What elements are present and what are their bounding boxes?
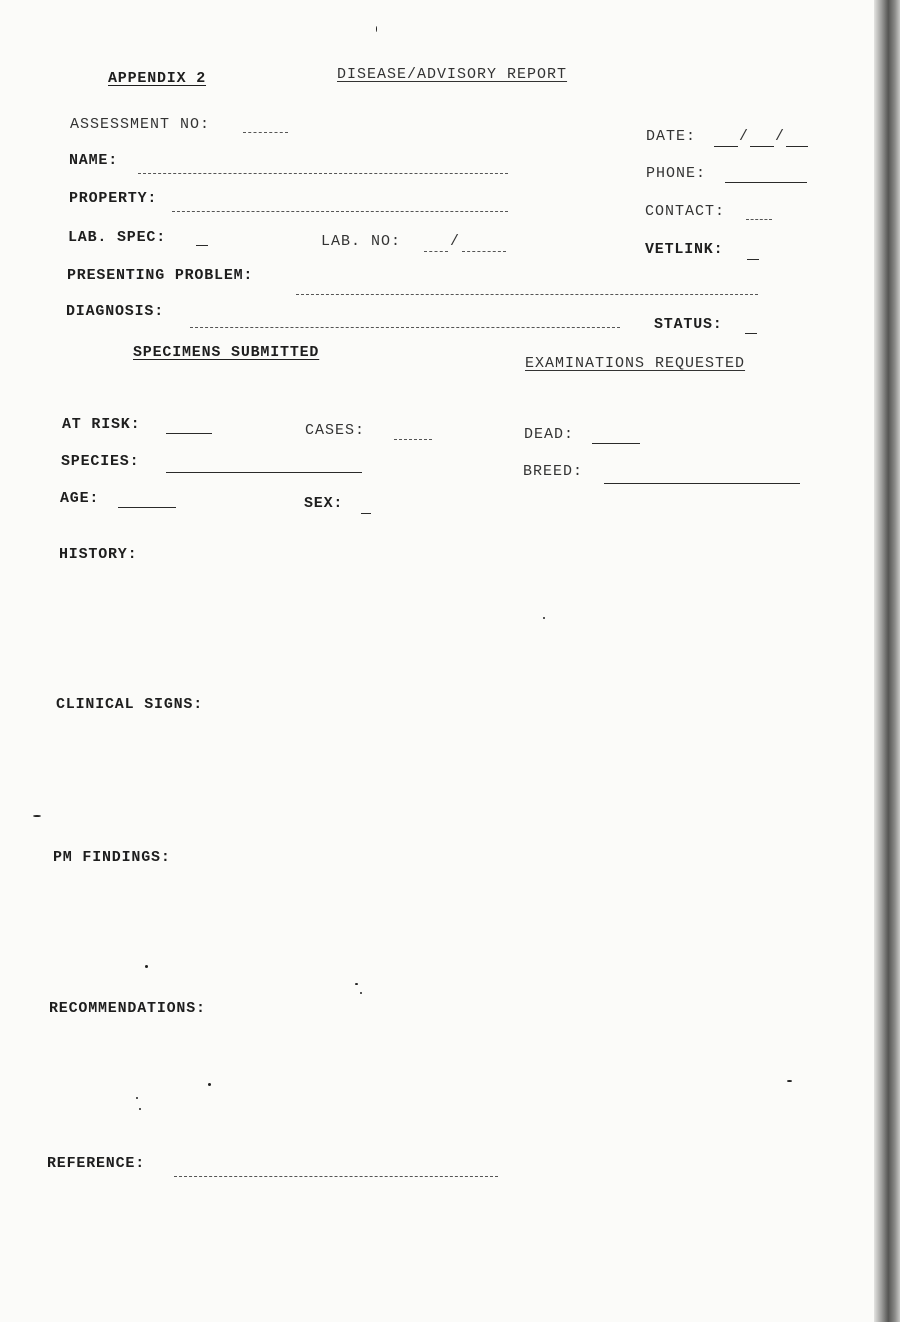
date-label: DATE: (646, 128, 697, 145)
scan-speck (136, 1097, 138, 1099)
history-label: HISTORY: (59, 546, 138, 563)
assessment-no-field[interactable] (243, 132, 288, 133)
report-title: DISEASE/ADVISORY REPORT (337, 66, 568, 83)
scan-speck (543, 617, 545, 619)
reference-field[interactable] (174, 1176, 498, 1177)
vetlink-label: VETLINK: (645, 241, 724, 258)
recommendations-label: RECOMMENDATIONS: (49, 1000, 206, 1017)
sex-label: SEX: (304, 495, 344, 512)
pm-findings-label: PM FINDINGS: (53, 849, 171, 866)
cases-label: CASES: (305, 422, 366, 439)
contact-label: CONTACT: (645, 203, 726, 220)
name-field[interactable] (138, 173, 508, 174)
diagnosis-label: DIAGNOSIS: (66, 303, 165, 320)
lab-no-separator: / (450, 233, 461, 250)
age-label: AGE: (60, 490, 100, 507)
property-label: PROPERTY: (69, 190, 158, 207)
property-field[interactable] (172, 211, 508, 212)
assessment-no-label: ASSESSMENT NO: (70, 116, 211, 133)
lab-spec-label: LAB. SPEC: (68, 229, 167, 246)
scan-speck (787, 1080, 792, 1082)
phone-field[interactable] (725, 182, 807, 183)
scanner-edge (874, 0, 900, 1322)
lab-no-label: LAB. NO: (321, 233, 402, 250)
diagnosis-field[interactable] (190, 327, 620, 328)
date-separator-1: / (739, 128, 750, 145)
dead-field[interactable] (592, 443, 640, 444)
species-label: SPECIES: (61, 453, 140, 470)
lab-spec-field[interactable] (196, 245, 208, 246)
scan-speck (360, 992, 362, 994)
appendix-label: APPENDIX 2 (108, 70, 207, 87)
phone-label: PHONE: (646, 165, 707, 182)
at-risk-field[interactable] (166, 433, 212, 434)
clinical-signs-label: CLINICAL SIGNS: (56, 696, 204, 713)
presenting-problem-label: PRESENTING PROBLEM: (67, 267, 254, 284)
vetlink-field[interactable] (747, 259, 759, 260)
sex-field[interactable] (361, 513, 371, 514)
date-day-field[interactable] (714, 146, 738, 147)
presenting-problem-field[interactable] (296, 294, 758, 295)
cases-field[interactable] (394, 439, 432, 440)
contact-field[interactable] (746, 219, 772, 220)
date-year-field[interactable] (786, 146, 808, 147)
status-label: STATUS: (654, 316, 723, 333)
lab-no-field-2[interactable] (462, 251, 506, 252)
examinations-requested-heading: EXAMINATIONS REQUESTED (525, 355, 746, 372)
species-field[interactable] (166, 472, 362, 473)
at-risk-label: AT RISK: (62, 416, 141, 433)
reference-label: REFERENCE: (47, 1155, 146, 1172)
scan-speck (145, 965, 148, 968)
breed-label: BREED: (523, 463, 584, 480)
date-month-field[interactable] (750, 146, 774, 147)
age-field[interactable] (118, 507, 176, 508)
specimens-submitted-heading: SPECIMENS SUBMITTED (133, 344, 320, 361)
scan-speck (33, 815, 41, 817)
status-field[interactable] (745, 333, 757, 334)
date-separator-2: / (775, 128, 786, 145)
scan-speck (139, 1108, 141, 1110)
lab-no-field-1[interactable] (424, 251, 448, 252)
name-label: NAME: (69, 152, 119, 169)
scan-speck (355, 983, 358, 985)
scan-speck (376, 26, 377, 32)
dead-label: DEAD: (524, 426, 575, 443)
scan-speck (208, 1083, 211, 1086)
breed-field[interactable] (604, 483, 800, 484)
